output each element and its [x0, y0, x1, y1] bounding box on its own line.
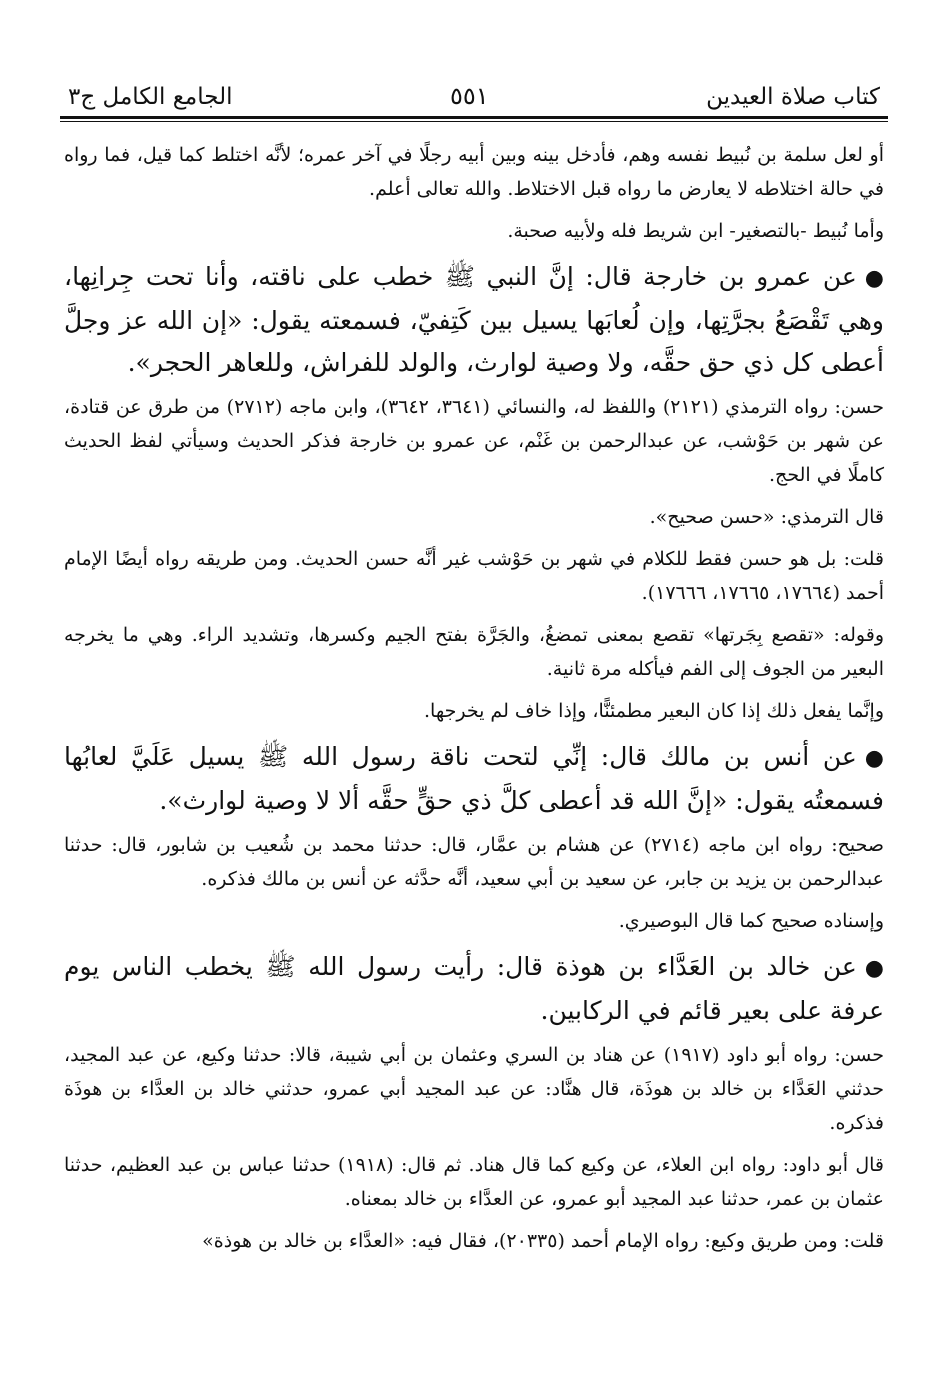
hadith-paragraph	[60, 256, 888, 384]
paragraph-text: حسن: رواه أبو داود (١٩١٧) عن هناد بن السري وعثمان بن أبي شيبة، قالا: حدثنا وكيع، عن عبد المجيد، حدثني العَدَّاء بن خالد بن هوذَة، قال هنَّاد: عن عبد المجيد أبي عمرو، حدثني خالد بن العدَّاء بن هوذَة فذكره.	[64, 1044, 884, 1134]
commentary-paragraph	[60, 390, 888, 492]
commentary-paragraph	[60, 694, 888, 728]
paragraph-text: قلت: بل هو حسن فقط للكلام في شهر بن حَوْشب غير أنَّه حسن الحديث. ومن طريقه رواه أيضًا الإمام أحمد (١٧٦٦٤، ١٧٦٦٥، ١٧٦٦٦).	[64, 548, 884, 604]
paragraph-text: قال أبو داود: رواه ابن العلاء، عن وكيع كما قال هناد. ثم قال: (١٩١٨) حدثنا عباس بن عبد العظيم، حدثنا عثمان بن عمر، حدثنا عبد المجيد أبو عمرو، عن العدَّاء بن خالد بمعناه.	[64, 1154, 884, 1210]
commentary-paragraph	[60, 138, 888, 206]
paragraph-text: وإنَّما يفعل ذلك إذا كان البعير مطمئنًّا، وإذا خاف لم يخرجها.	[424, 700, 884, 722]
chapter-title: كتاب صلاة العيدين	[706, 84, 880, 110]
commentary-paragraph	[60, 1224, 888, 1258]
commentary-paragraph	[60, 1038, 888, 1140]
page-header	[60, 62, 888, 110]
bullet-icon: ●	[864, 746, 884, 771]
paragraph-text: وإسناده صحيح كما قال البوصيري.	[618, 910, 884, 932]
hadith-paragraph	[60, 736, 888, 822]
commentary-paragraph	[60, 828, 888, 896]
book-title: الجامع الكامل ج٣	[68, 84, 233, 110]
commentary-paragraph	[60, 904, 888, 938]
paragraph-text: حسن: رواه الترمذي (٢١٢١) واللفظ له، والنسائي (٣٦٤١، ٣٦٤٢)، وابن ماجه (٢٧١٢) من طرق عن قتادة، عن شهر بن حَوْشب، عن عبدالرحمن بن غَنْم، عن عمرو بن خارجة فذكر الحديث وسيأتي لفظ الحديث كاملًا في الحج.	[64, 396, 885, 486]
paragraph-text: عن أنس بن مالك قال: إنِّي لتحت ناقة رسول الله ﷺ يسيل عَلَيَّ لعابُها فسمعتُه يقول: «إنَّ الله قد أعطى كلَّ ذي حقٍّ حقَّه ألا لا وصية لوارث».	[64, 742, 884, 815]
paragraph-text: عن خالد بن العَدَّاء بن هوذة قال: رأيت رسول الله ﷺ يخطب الناس يوم عرفة على بعير قائم في الركابين.	[64, 952, 884, 1025]
paragraph-text: صحيح: رواه ابن ماجه (٢٧١٤) عن هشام بن عمَّار، قال: حدثنا محمد بن شُعيب بن شابور، قال: حدثنا عبدالرحمن بن يزيد بن جابر، عن سعيد بن أبي سعيد، أنَّه حدَّثه عن أنس بن مالك فذكره.	[64, 834, 884, 890]
header-rule-thin	[60, 121, 888, 122]
paragraph-text: عن عمرو بن خارجة قال: إنَّ النبي ﷺ خطب على ناقته، وأنا تحت جِرانِها، وهي تَقْصَعُ بجرَّتِها، وإن لُعابَها يسيل بين كَتِفيّ، فسمعته يقول: «إن الله عز وجلَّ أعطى كل ذي حق حقَّه، ولا وصية لوارث، والولد للفراش، وللعاهر الحجر».	[64, 262, 884, 377]
commentary-paragraph	[60, 618, 888, 686]
paragraph-text: قلت: ومن طريق وكيع: رواه الإمام أحمد (٢٠٣٣٥)، فقال فيه: «العدَّاء بن خالد بن هوذة»	[202, 1230, 884, 1252]
commentary-paragraph	[60, 1148, 888, 1216]
commentary-paragraph	[60, 214, 888, 248]
hadith-paragraph	[60, 946, 888, 1032]
bullet-icon: ●	[864, 956, 884, 981]
paragraph-text: وأما نُبيط -بالتصغير- ابن شريط فله ولأبيه صحبة.	[507, 220, 884, 242]
commentary-paragraph	[60, 542, 888, 610]
paragraph-text: قال الترمذي: «حسن صحيح».	[649, 506, 884, 528]
body-text	[60, 138, 888, 1258]
commentary-paragraph	[60, 500, 888, 534]
page-number: ٥٥١	[449, 82, 489, 110]
header-rule-thick	[60, 116, 888, 119]
bullet-icon: ●	[864, 266, 884, 291]
paragraph-text: وقوله: «تقصع بِجَرتها» تقصع بمعنى تمضغُ، والجَرَّة بفتح الجيم وكسرها، وتشديد الراء. وهي ما يخرجه البعير من الجوف إلى الفم فيأكله مرة ثانية.	[64, 624, 884, 680]
paragraph-text: أو لعل سلمة بن نُبيط نفسه وهم، فأدخل بينه وبين أبيه رجلًا في آخر عمره؛ لأنَّه اختلط كما قيل، فما رواه في حالة اختلاطه لا يعارض ما رواه قبل الاختلاط. والله تعالى أعلم.	[64, 144, 884, 200]
